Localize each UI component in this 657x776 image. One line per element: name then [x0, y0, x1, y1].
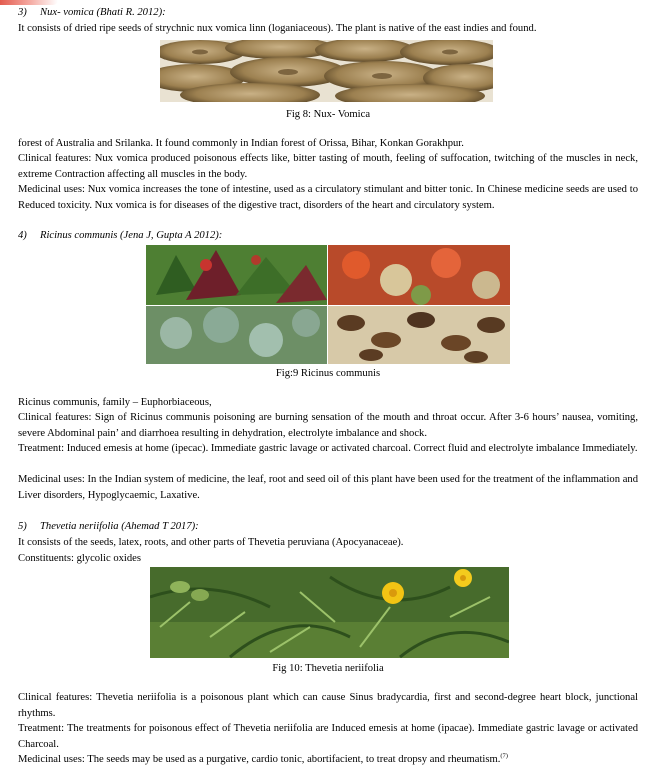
- thevetia-neriifolia-image: [150, 567, 509, 658]
- section-number: 5): [18, 521, 27, 532]
- nux-vomica-clinical-features: Clinical features: Nux vomica produced poisonous effects like, bitter tasting of mouth, feeling of suffocation, twitching of the muscles in neck, extreme Contraction affecting all muscles in the body.: [18, 153, 638, 180]
- figure-caption-10: Fig 10: Thevetia neriifolia: [272, 663, 384, 674]
- section-number: 3): [18, 7, 27, 18]
- ricinus-medicinal-uses: Medicinal uses: In the Indian system of medicine, the leaf, root and seed oil of this plant have been used for the treatment of the inflammation and Liver disorders, Hypoglycaemic, Laxative.: [18, 474, 638, 501]
- ricinus-clinical-features: Clinical features: Sign of Ricinus communis poisoning are burning sensation of the mouth and throat occur. After 3-6 hours’ nausea, vomiting, severe Abdominal pain’ and diarrhoea resulting in dehydration, electrolyte imbalance and shock.: [18, 412, 638, 439]
- thevetia-treatment: Treatment: The treatments for poisonous effect of Thevetia neriifolia are Induced emesis at home (ipacae). Immediate gastric lavage or activated Charcoal.: [18, 723, 638, 750]
- figure-nux-vomica-seeds: [160, 40, 493, 102]
- nux-vomica-seeds-image: [160, 40, 493, 102]
- ricinus-family: Ricinus communis, family – Euphorbiaceous,: [18, 397, 212, 408]
- section-heading-ricinus: [18, 228, 222, 244]
- thevetia-constituents: Constituents: glycolic oxides: [18, 553, 141, 564]
- thevetia-clinical-features: Clinical features: Thevetia neriifolia is a poisonous plant which can cause Sinus bradycardia, first and second-degree heart block, junctional rhythms.: [18, 692, 638, 719]
- thevetia-intro: It consists of the seeds, latex, roots, and other parts of Thevetia peruviana (Apocyanaceae).: [18, 537, 404, 548]
- ricinus-treatment: Treatment: Induced emesis at home (ipecac). Immediate gastric lavage or activated charcoal. Correct fluid and electrolyte imbalance Immediately.: [18, 443, 638, 454]
- ricinus-communis-image: [146, 245, 510, 364]
- figure-caption-9: Fig:9 Ricinus communis: [275, 368, 381, 379]
- figure-caption-8: Fig 8: Nux- Vomica: [285, 109, 371, 120]
- nux-vomica-continuation: forest of Australia and Srilanka. It found commonly in Indian forest of Orissa, Bihar, Konkan Gorakhpur.: [18, 138, 464, 149]
- nux-vomica-intro: It consists of dried ripe seeds of strychnic nux vomica linn (loganiaceous). The plant is native of the east indies and found.: [18, 23, 537, 34]
- citation-superscript: (7): [500, 752, 508, 760]
- nux-vomica-medicinal-uses: Medicinal uses: Nux vomica increases the tone of intestine, used as a circulatory stimulant and bitter tonic. In Chinese medicine seeds are used to Reduced toxicity. Nux vomica is for diseases of the digestive tract, disorders of the heart and circulatory system.: [18, 184, 638, 211]
- figure-ricinus-communis: [146, 245, 510, 364]
- section-number: 4): [18, 230, 27, 241]
- section-title: Ricinus communis (Jena J, Gupta A 2012):: [40, 230, 223, 241]
- section-title: Nux- vomica (Bhati R. 2012):: [40, 7, 166, 18]
- thevetia-medicinal-uses: [18, 752, 508, 768]
- section-title: Thevetia neriifolia (Ahemad T 2017):: [40, 521, 199, 532]
- section-heading-thevetia: [18, 519, 199, 535]
- section-heading-nux-vomica: [18, 5, 166, 21]
- figure-thevetia-neriifolia: [150, 567, 509, 658]
- thevetia-medicinal-text: Medicinal uses: The seeds may be used as a purgative, cardio tonic, abortifacient, to treat dropsy and rheumatism.: [18, 754, 501, 765]
